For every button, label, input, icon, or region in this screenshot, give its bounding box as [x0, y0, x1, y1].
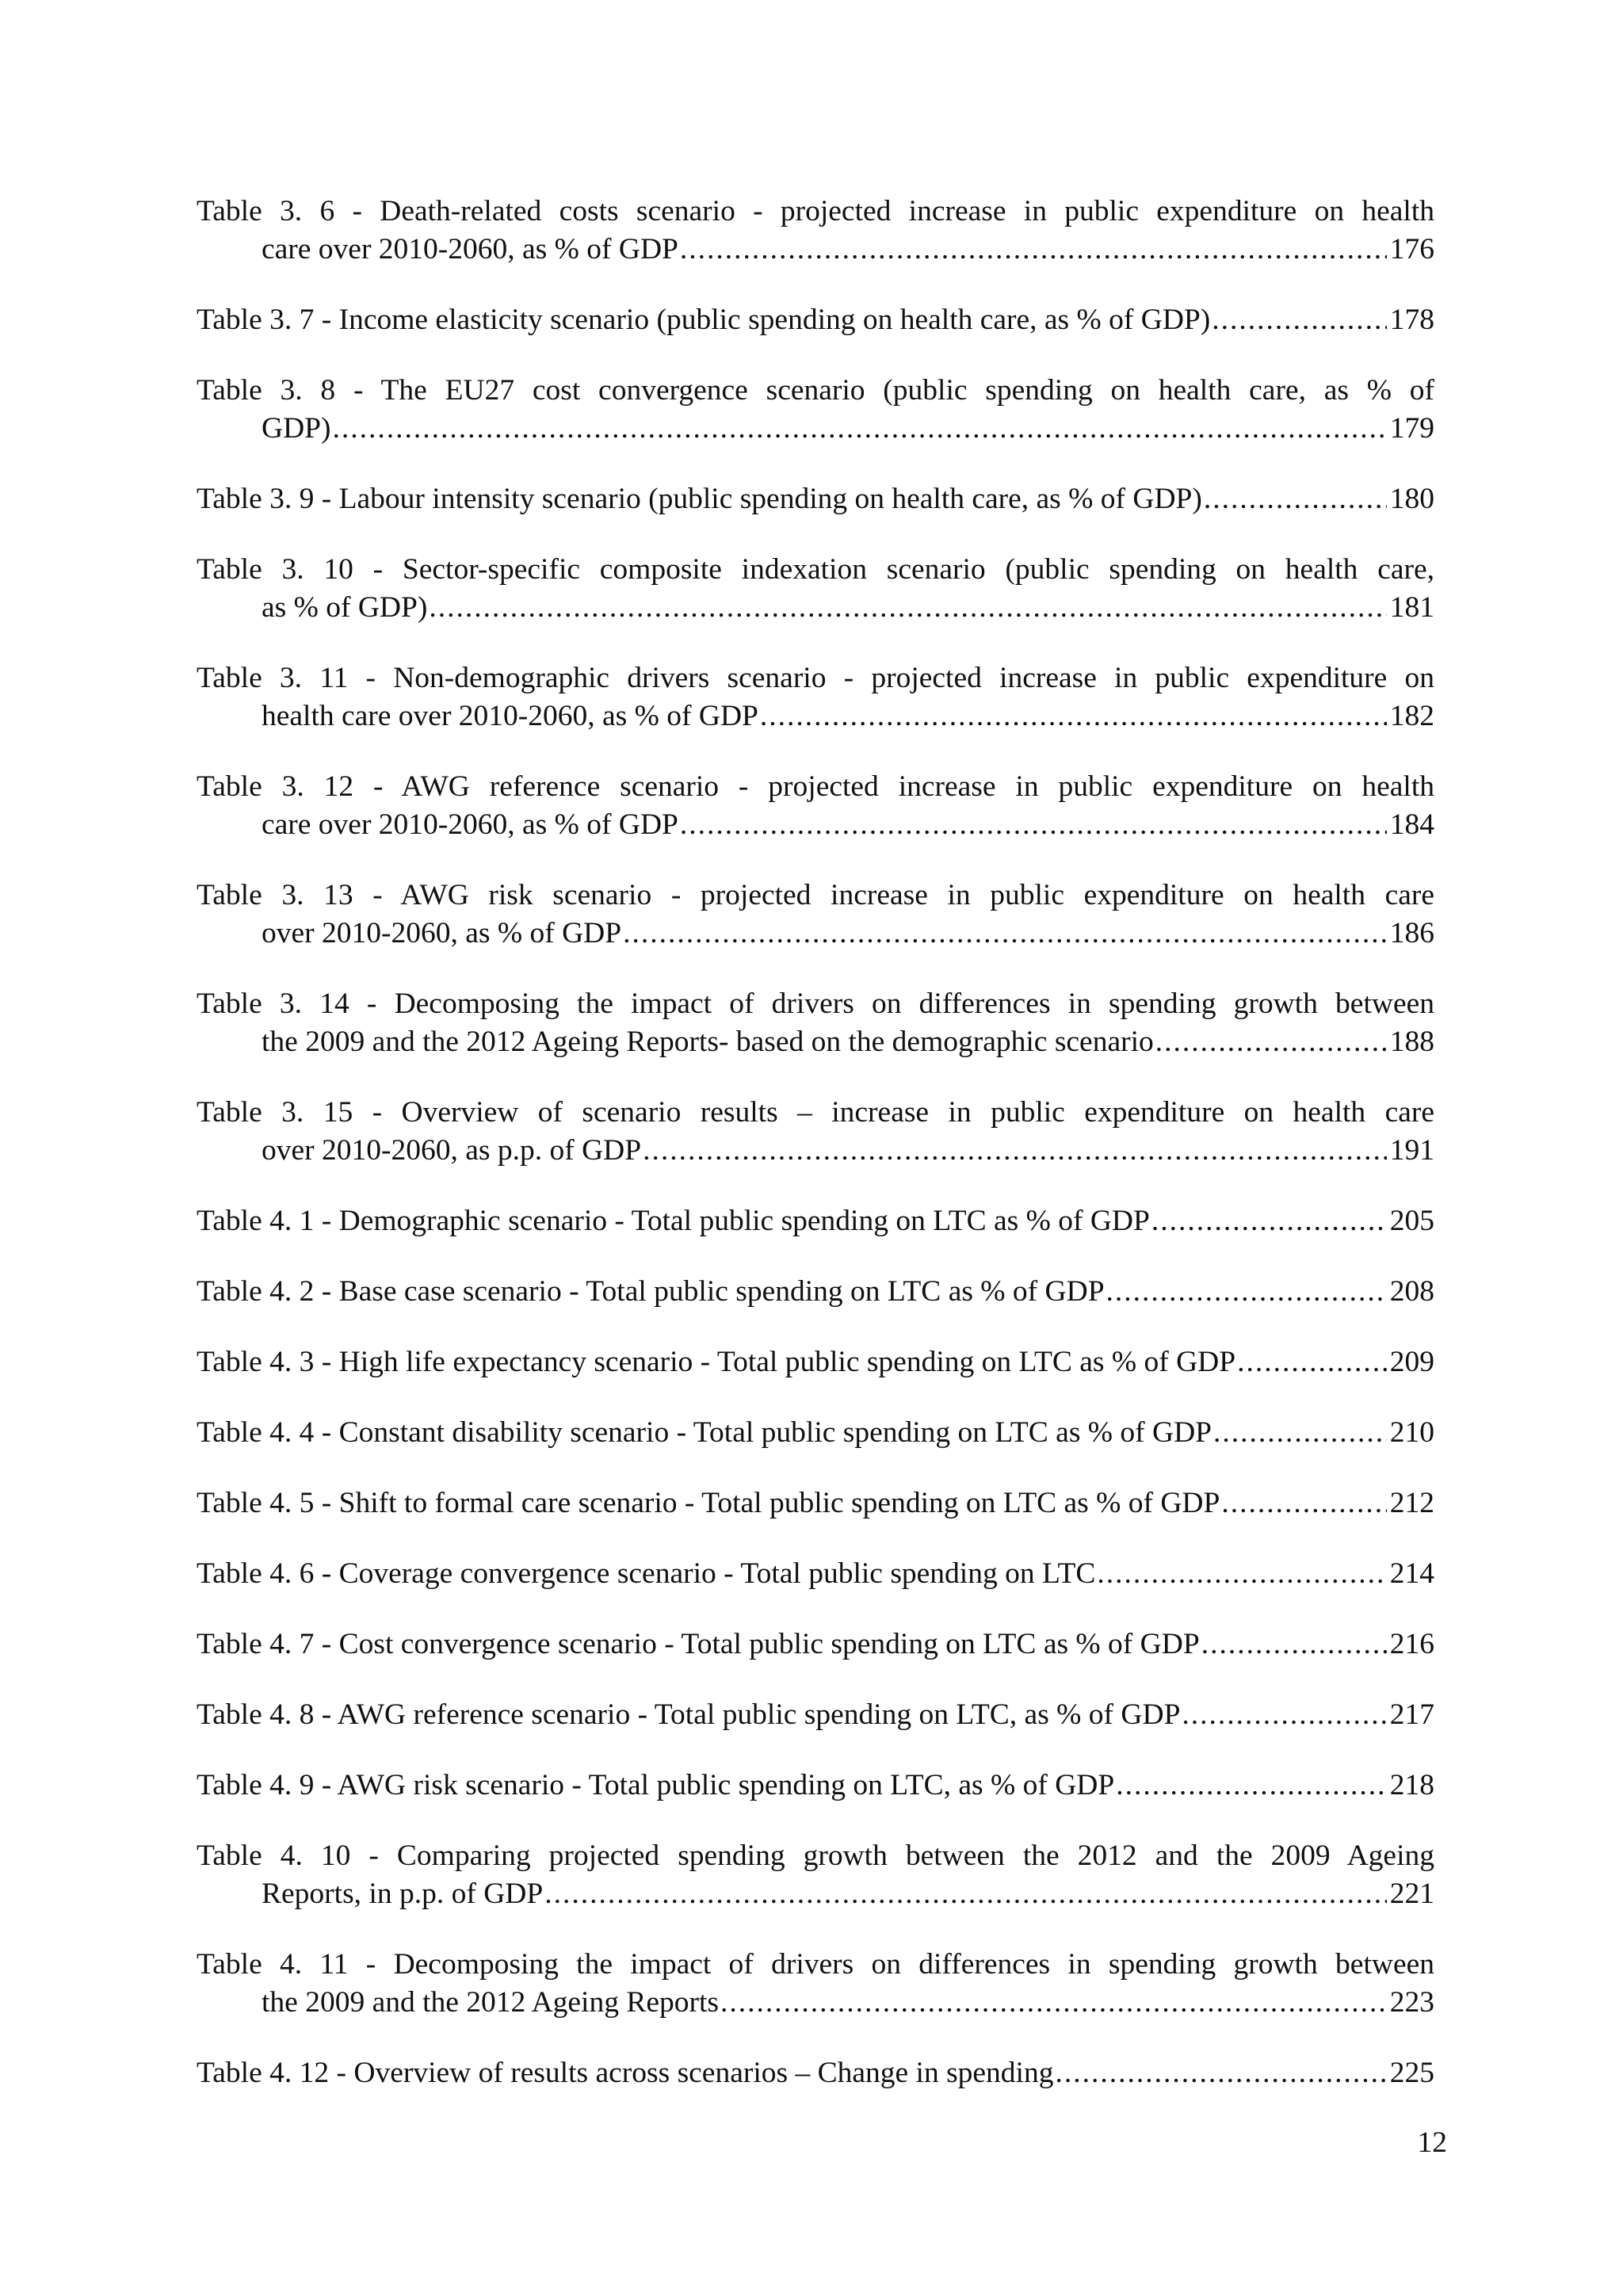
dot-leader [680, 231, 1387, 269]
page-number: 12 [1417, 2126, 1447, 2159]
toc-entry-page: 186 [1389, 917, 1434, 949]
dot-leader [623, 915, 1387, 953]
toc-entry-page: 210 [1389, 1416, 1434, 1449]
dot-leader [1204, 480, 1387, 518]
toc-entry-title-line1: Table 3. 15 - Overview of scenario results – increase in public expenditure on health care [197, 1096, 1434, 1129]
toc-entry-title-line2: the 2009 and the 2012 Ageing Reports- based on the demographic scenario [262, 1026, 1154, 1058]
toc-entry[interactable] [197, 659, 1434, 735]
toc-entry-page: 184 [1389, 808, 1434, 841]
toc-entry-title: Table 4. 4 - Constant disability scenario - Total public spending on LTC as % of GDP [197, 1416, 1212, 1449]
toc-entry[interactable] [197, 1484, 1434, 1522]
toc-entry[interactable] [197, 1414, 1434, 1452]
toc-entry-title-line2: Reports, in p.p. of GDP [262, 1878, 544, 1910]
toc-entry-title-line1: Table 3. 13 - AWG risk scenario - projected increase in public expenditure on health care [197, 879, 1434, 911]
toc-entry[interactable] [197, 193, 1434, 269]
dot-leader [1221, 1484, 1386, 1522]
toc-entry[interactable] [197, 768, 1434, 844]
dot-leader [643, 1132, 1387, 1170]
toc-entry[interactable] [197, 1555, 1434, 1593]
toc-entry-page: 176 [1389, 233, 1434, 266]
toc-entry-title-line2: over 2010-2060, as % of GDP [262, 917, 622, 949]
toc-entry[interactable] [197, 1837, 1434, 1913]
dot-leader [680, 806, 1387, 844]
dot-leader [1097, 1555, 1386, 1593]
toc-entry-title-line1: Table 3. 11 - Non-demographic drivers scenario - projected increase in public expenditure on [197, 662, 1434, 694]
toc-entry-title-line1: Table 3. 10 - Sector-specific composite indexation scenario (public spending on health care, [197, 553, 1434, 586]
toc-entry-page: 218 [1389, 1769, 1434, 1801]
dot-leader [720, 1984, 1387, 2022]
toc-entry-title-line1: Table 4. 11 - Decomposing the impact of drivers on differences in spending growth between [197, 1948, 1434, 1981]
dot-leader [1155, 1023, 1387, 1061]
toc-entry-title-line2: the 2009 and the 2012 Ageing Reports [262, 1986, 720, 2019]
toc-entry-title-line1: Table 3. 12 - AWG reference scenario - projected increase in public expenditure on health [197, 770, 1434, 803]
toc-entry-page: 205 [1389, 1205, 1434, 1237]
toc-entry-page: 208 [1389, 1275, 1434, 1308]
dot-leader [1213, 1414, 1387, 1452]
toc-entry-page: 221 [1389, 1878, 1434, 1910]
toc-entry-page: 225 [1389, 2057, 1434, 2089]
dot-leader [1212, 301, 1387, 339]
dot-leader [333, 410, 1387, 448]
toc-entry[interactable] [197, 551, 1434, 627]
toc-entry[interactable] [197, 1767, 1434, 1805]
toc-entry-page: 179 [1389, 412, 1434, 445]
toc-entry[interactable] [197, 1696, 1434, 1734]
toc-entry[interactable] [197, 1094, 1434, 1170]
toc-entry-title-line1: Table 3. 14 - Decomposing the impact of drivers on differences in spending growth between [197, 988, 1434, 1020]
toc-entry[interactable] [197, 1343, 1434, 1381]
dot-leader [1237, 1343, 1387, 1381]
toc-entry-page: 212 [1389, 1487, 1434, 1519]
toc-entry-title: Table 3. 7 - Income elasticity scenario (public spending on health care, as % of GDP) [197, 304, 1211, 336]
toc-entry-title-line2: over 2010-2060, as p.p. of GDP [262, 1134, 642, 1167]
toc-entry-title: Table 3. 9 - Labour intensity scenario (public spending on health care, as % of GDP) [197, 483, 1202, 515]
toc-entry-title-line2: as % of GDP) [262, 591, 428, 624]
toc-entry-page: 214 [1389, 1557, 1434, 1590]
toc-entry[interactable] [197, 301, 1434, 339]
toc-entry[interactable] [197, 480, 1434, 518]
toc-entry-page: 191 [1389, 1134, 1434, 1167]
dot-leader [1106, 1273, 1387, 1311]
toc-entry[interactable] [197, 372, 1434, 448]
dot-leader [544, 1875, 1387, 1913]
dot-leader [1151, 1202, 1387, 1240]
toc-entry-title-line1: Table 3. 6 - Death-related costs scenario - projected increase in public expenditure on health [197, 195, 1434, 227]
toc-entry-title-line1: Table 3. 8 - The EU27 cost convergence scenario (public spending on health care, as % of [197, 374, 1434, 407]
toc-entry[interactable] [197, 2054, 1434, 2092]
dot-leader [1182, 1696, 1386, 1734]
toc-entry-title: Table 4. 6 - Coverage convergence scenario - Total public spending on LTC [197, 1557, 1096, 1590]
toc-entry-title-line2: health care over 2010-2060, as % of GDP [262, 700, 758, 732]
toc-entry-title: Table 4. 1 - Demographic scenario - Total public spending on LTC as % of GDP [197, 1205, 1150, 1237]
toc-entry[interactable] [197, 1273, 1434, 1311]
toc-entry-title-line2: care over 2010-2060, as % of GDP [262, 808, 678, 841]
toc-entry-title-line2: GDP) [262, 412, 331, 445]
toc-entry-page: 181 [1389, 591, 1434, 624]
toc-entry[interactable] [197, 985, 1434, 1061]
toc-entry-title: Table 4. 7 - Cost convergence scenario - Total public spending on LTC as % of GDP [197, 1628, 1200, 1660]
toc-entry-title: Table 4. 12 - Overview of results across scenarios – Change in spending [197, 2057, 1054, 2089]
toc-entry-title: Table 4. 9 - AWG risk scenario - Total public spending on LTC, as % of GDP [197, 1769, 1115, 1801]
toc-entry[interactable] [197, 877, 1434, 953]
toc-entry-title: Table 4. 5 - Shift to formal care scenario - Total public spending on LTC as % of GDP [197, 1487, 1220, 1519]
toc-entry-page: 217 [1389, 1698, 1434, 1731]
toc-entry-title: Table 4. 3 - High life expectancy scenario - Total public spending on LTC as % of GDP [197, 1346, 1236, 1378]
toc-entry-page: 223 [1389, 1986, 1434, 2019]
dot-leader [760, 697, 1387, 735]
table-of-contents-list [197, 193, 1434, 2125]
toc-entry-page: 216 [1389, 1628, 1434, 1660]
toc-entry[interactable] [197, 1202, 1434, 1240]
toc-entry-title: Table 4. 8 - AWG reference scenario - Total public spending on LTC, as % of GDP [197, 1698, 1181, 1731]
toc-entry[interactable] [197, 1946, 1434, 2022]
dot-leader [1201, 1626, 1387, 1664]
toc-entry-page: 188 [1389, 1026, 1434, 1058]
toc-entry-page: 182 [1389, 700, 1434, 732]
toc-entry-title-line2: care over 2010-2060, as % of GDP [262, 233, 678, 266]
toc-entry-page: 178 [1389, 304, 1434, 336]
toc-entry-page: 180 [1389, 483, 1434, 515]
toc-entry-page: 209 [1389, 1346, 1434, 1378]
toc-entry-title-line1: Table 4. 10 - Comparing projected spending growth between the 2012 and the 2009 Ageing [197, 1839, 1434, 1872]
dot-leader [1055, 2054, 1386, 2092]
dot-leader [429, 589, 1386, 627]
toc-entry-title: Table 4. 2 - Base case scenario - Total public spending on LTC as % of GDP [197, 1275, 1105, 1308]
toc-entry[interactable] [197, 1626, 1434, 1664]
dot-leader [1116, 1767, 1387, 1805]
